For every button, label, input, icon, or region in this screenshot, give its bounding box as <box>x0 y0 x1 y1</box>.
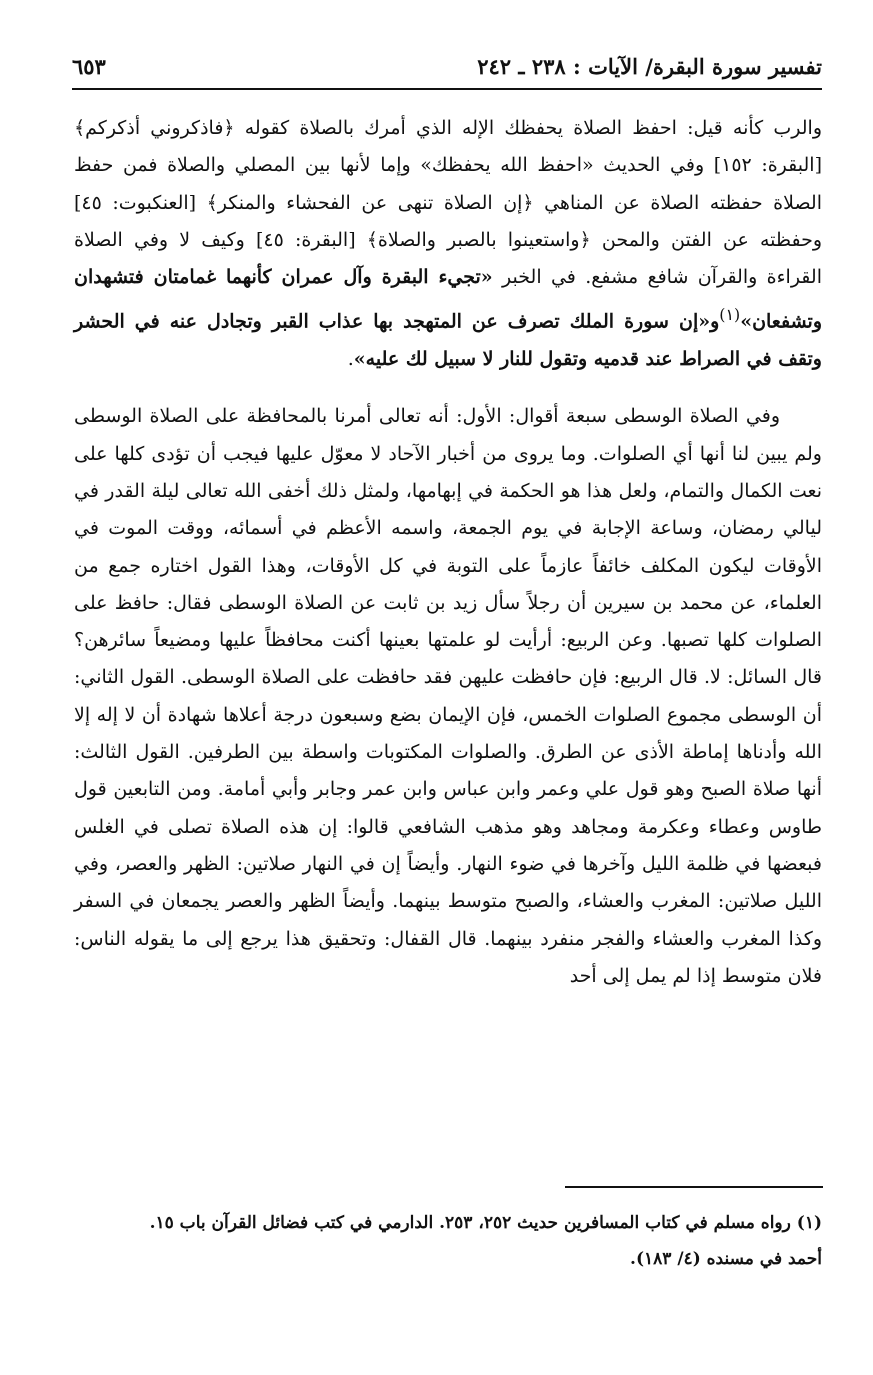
page-header <box>72 52 822 90</box>
footnote-separator <box>565 1186 823 1188</box>
paragraph-1 <box>74 110 822 378</box>
hadith-quote-2: «إن سورة الملك تصرف عن المتهجد بها عذاب القبر وتجادل عنه في الحشر وتقف في الصراط عند قدميه وتقول للنار لا سبيل لك عليه» <box>74 310 822 371</box>
footnote <box>74 1205 822 1277</box>
body-text <box>74 110 822 995</box>
sentence-end: . <box>347 348 354 371</box>
running-title: تفسير سورة البقرة/ الآيات : ٢٣٨ ـ ٢٤٢ <box>477 54 822 79</box>
paragraph-1-text: والرب كأنه قيل: احفظ الصلاة يحفظك الإله الذي أمرك بالصلاة كقوله ﴿فاذكروني أذكركم﴾ [البقرة: ١٥٢] وفي الحديث «احفظ الله يحفظك» وإما لأنها بين المصلي والصلاة فمن حفظ الصلاة حفظته الصلاة عن المناهي ﴿إن الصلاة تنهى عن الفحشاء والمنكر﴾ [العنكبوت: ٤٥] وحفظته عن الفتن والمحن ﴿واستعينوا بالصبر والصلاة﴾ [البقرة: ٤٥] وكيف لا وفي الصلاة القراءة والقرآن شافع مشفع. في الخبر <box>74 117 822 289</box>
paragraph-2: وفي الصلاة الوسطى سبعة أقوال: الأول: أنه تعالى أمرنا بالمحافظة على الصلاة الوسطى ولم يبين لنا أنها أي الصلوات. وما يروى من أخبار الآحاد لا معوّل عليها فيجب أن تؤدى كلها على نعت الكمال والتمام، ولعل هذا هو الحكمة في إبهامها، ولمثل ذلك أخفى الله تعالى ليلة القدر في ليالي رمضان، وساعة الإجابة في يوم الجمعة، واسمه الأعظم في أسمائه، ووقت الموت في الأوقات ليكون المكلف خائفاً عازماً على التوبة في كل الأوقات، وهذا القول اختاره جمع من العلماء، عن محمد بن سيرين أن رجلاً سأل زيد بن ثابت عن الصلاة الوسطى فقال: حافظ على الصلوات كلها تصبها. وعن الربيع: أرأيت لو علمتها بعينها أكنت محافظاً عليها ومضيعاً سائرهن؟ قال السائل: لا. قال الربيع: فإن حافظت عليهن فقد حافظت على الصلاة الوسطى. القول الثاني: أن الوسطى مجموع الصلوات الخمس، فإن الإيمان بضع وسبعون درجة أعلاها شهادة أن لا إله إلا الله وأدناها إماطة الأذى عن الطرق. والصلوات المكتوبات واسطة بين الطرفين. القول الثالث: أنها صلاة الصبح وهو قول علي وعمر وابن عباس وابن عمر وجابر وأبي أمامة. ومن التابعين قول طاوس وعطاء وعكرمة ومجاهد وهو مذهب الشافعي قالوا: إن هذه الصلاة تصلى في الغلس فبعضها في ظلمة الليل وآخرها في ضوء النهار. وأيضاً إن في النهار صلاتين: الظهر والعصر، وفي الليل صلاتين: المغرب والعشاء، والصبح متوسط بينهما. وأيضاً الظهر والعصر يجمعان في السفر وكذا المغرب والعشاء والفجر منفرد بينهما. قال القفال: وتحقيق هذا يرجع إلى ما يقوله الناس: فلان متوسط إذا لم يمل إلى أحد <box>74 405 822 987</box>
footnote-line-2: أحمد في مسنده (٤/ ١٨٣). <box>630 1249 822 1269</box>
footnote-line-1: (١) رواه مسلم في كتاب المسافرين حديث ٢٥٢، ٢٥٣. الدارمي في كتب فضائل القرآن باب ١٥. <box>149 1213 822 1233</box>
page-number: ٦٥٣ <box>72 54 106 79</box>
footnote-ref: (١) <box>719 305 741 325</box>
conjunction: و <box>710 310 720 333</box>
hadith-quote-1: «تجيء البقرة وآل عمران كأنهما غمامتان فتشهدان وتشفعان» <box>74 266 822 333</box>
